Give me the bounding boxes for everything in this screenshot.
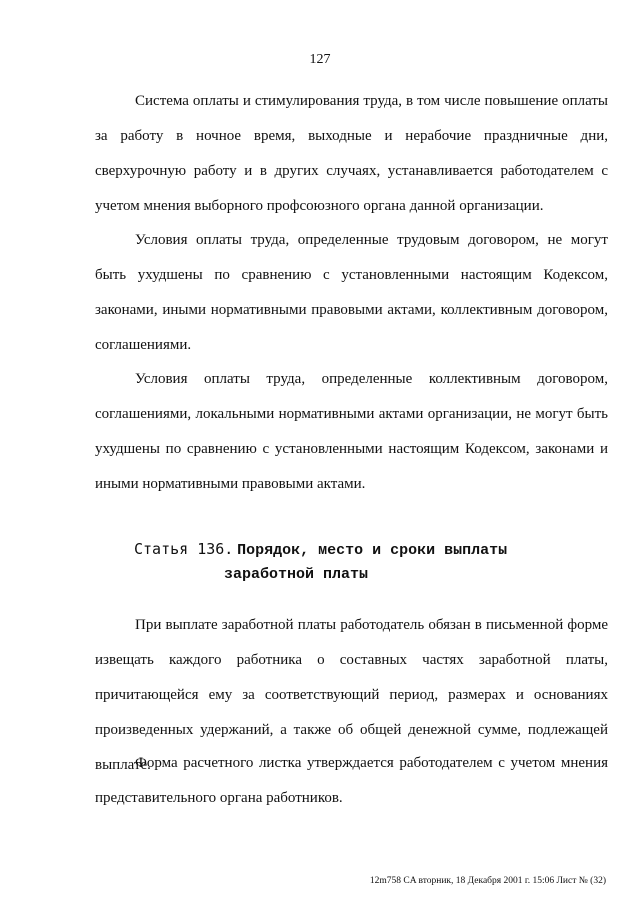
paragraph-block	[95, 223, 608, 363]
paragraph: Условия оплаты труда, определенные коллективным договором, соглашениями, локальными нормативными актами организации, не могут быть ухудшены по сравнению с установленными настоящим Кодексом, законами и иными нормативными правовыми актами.	[95, 371, 608, 492]
page-footer: 12m758 CA вторник, 18 Декабря 2001 г. 15:06 Лист № (32)	[369, 876, 606, 886]
article-title-line2: заработной платы	[224, 566, 369, 583]
paragraph-block	[95, 362, 608, 502]
paragraph: Условия оплаты труда, определенные трудовым договором, не могут быть ухудшены по сравнению с установленными настоящим Кодексом, законами, иными нормативными правовыми актами, коллективным договором, соглашениями.	[95, 232, 608, 353]
article-heading	[134, 537, 604, 587]
page-number: 127	[309, 52, 331, 67]
article-number: Статья 136.	[134, 540, 234, 558]
article-title-line1: Порядок, место и сроки выплаты	[237, 542, 508, 559]
paragraph: Система оплаты и стимулирования труда, в том числе повышение оплаты за работу в ночное время, выходные и нерабочие праздничные дни, сверхурочную работу и в других случаях, устанавливается работодателем с учетом мнения выборного профсоюзного органа данной организации.	[95, 93, 608, 214]
paragraph-block	[95, 746, 608, 816]
paragraph-block	[95, 84, 608, 224]
paragraph: При выплате заработной платы работодатель обязан в письменной форме извещать каждого работника о составных частях заработной платы, причитающейся ему за соответствующий период, размерах и основаниях произведенных удержаний, а также об общей денежной сумме, подлежащей выплате.	[95, 617, 608, 773]
paragraph: Форма расчетного листка утверждается работодателем с учетом мнения представительного органа работников.	[95, 755, 608, 806]
